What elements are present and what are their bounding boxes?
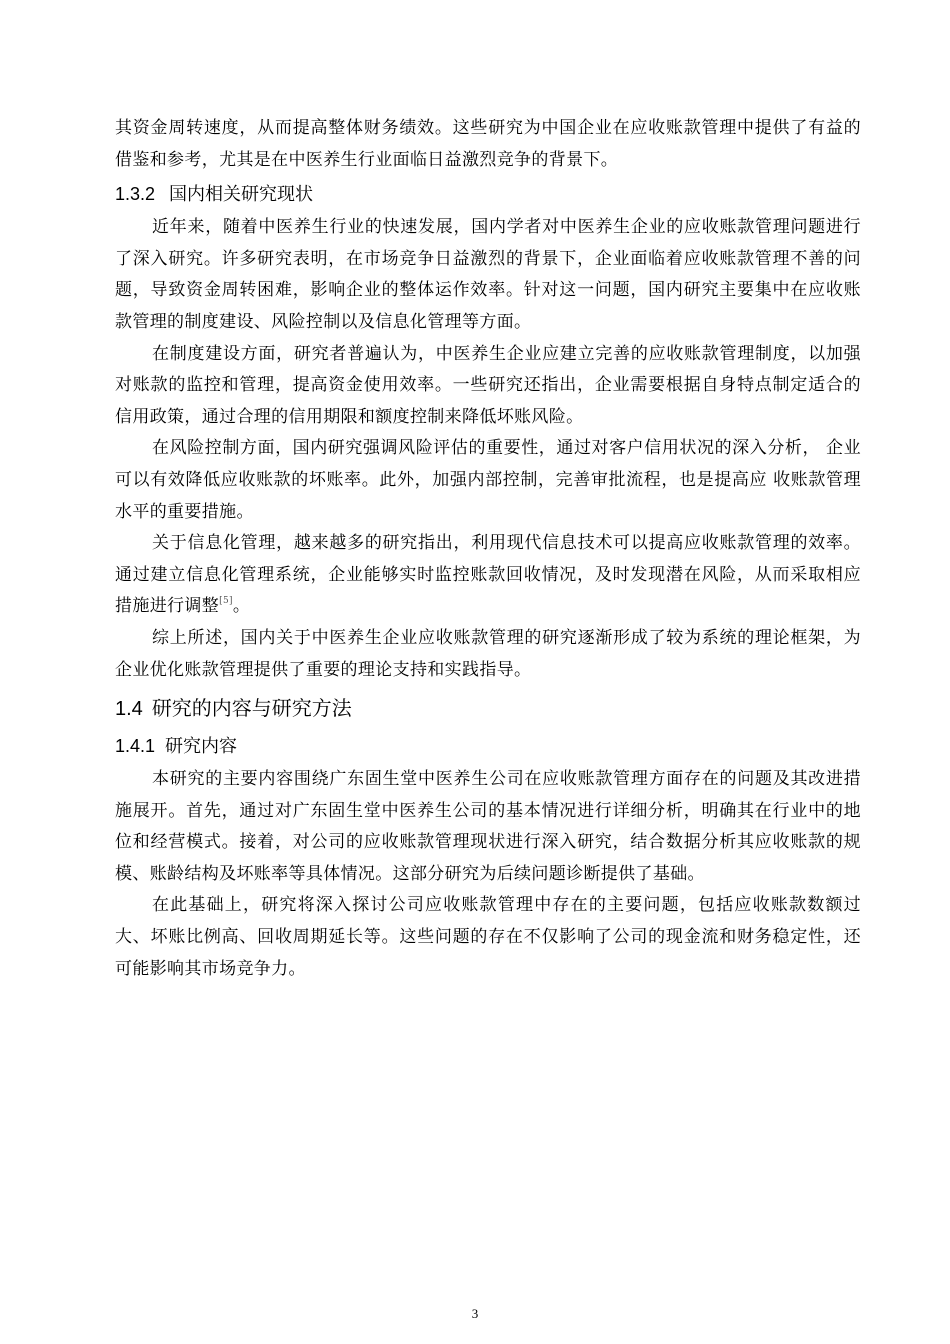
section-number: 1.4 (115, 698, 143, 721)
paragraph-research-content: 本研究的主要内容围绕广东固生堂中医养生公司在应收账款管理方面存在的问题及其改进措施展开。首先，通过对广东固生堂中医养生公司的基本情况进行详细分析，明确其在行业中的地位和经营模式。接着，对公司的应收账款管理现状进行深入研究，结合数据分析其应收账款的规模、账龄结构及坏账率等具体情况。这部分研究为后续问题诊断提供了基础。 (115, 769, 861, 884)
section-heading-1-4 (115, 690, 861, 726)
section-title: 国内相关研究现状 (169, 184, 314, 206)
section-title: 研究内容 (165, 736, 238, 758)
paragraph-continuation: 其资金周转速度，从而提高整体财务绩效。这些研究为中国企业在应收账款管理中提供了有益的借鉴和参考，尤其是在中医养生行业面临日益激烈竞争的背景下。 (115, 118, 861, 170)
paragraph-research-problems: 在此基础上，研究将深入探讨公司应收账款管理中存在的主要问题，包括应收账款数额过大、坏账比例高、回收周期延长等。这些问题的存在不仅影响了公司的现金流和财务稳定性，还可能影响其市场竞争力。 (115, 895, 861, 979)
section-heading-1-4-1 (115, 730, 861, 762)
section-number: 1.3.2 (115, 184, 156, 205)
paragraph-summary: 综上所述，国内关于中医养生企业应收账款管理的研究逐渐形成了较为系统的理论框架，为企业优化账款管理提供了重要的理论支持和实践指导。 (115, 627, 861, 680)
paragraph-end: 。 (232, 596, 251, 617)
section-title: 研究的内容与研究方法 (151, 696, 352, 721)
paragraph-system-building: 在制度建设方面，研究者普遍认为，中医养生企业应建立完善的应收账款管理制度，以加强对账款的监控和管理，提高资金使用效率。一些研究还指出，企业需要根据自身特点制定适合的信用政策，通过合理的信用期限和额度控制来降低坏账风险。 (115, 343, 861, 427)
paragraph-domestic-overview: 近年来，随着中医养生行业的快速发展，国内学者对中医养生企业的应收账款管理问题进行了深入研究。许多研究表明，在市场竞争日益激烈的背景下，企业面临着应收账款管理不善的问题，导致资金周转困难，影响企业的整体运作效率。针对这一问题，国内研究主要集中在应收账款管理的制度建设、风险控制以及信息化管理等方面。 (115, 217, 861, 332)
paragraph-informatization (115, 528, 861, 623)
section-heading-1-3-2 (115, 178, 861, 210)
document-body (115, 113, 861, 985)
paragraph-risk-control: 在风险控制方面，国内研究强调风险评估的重要性，通过对客户信用状况的深入分析， 企业可以有效降低应收账款的坏账率。此外，加强内部控制，完善审批流程，也是提高应 收账款管理水平的重要措施。 (115, 438, 861, 522)
page-number: 3 (471, 1306, 479, 1321)
paragraph-text: 关于信息化管理，越来越多的研究指出，利用现代信息技术可以提高应收账款管理的效率。通过建立信息化管理系统，企业能够实时监控账款回收情况，及时发现潜在风险，从而采取相应措施进行调整 (115, 533, 861, 617)
citation-reference: [5] (219, 596, 233, 607)
section-number: 1.4.1 (115, 736, 156, 757)
